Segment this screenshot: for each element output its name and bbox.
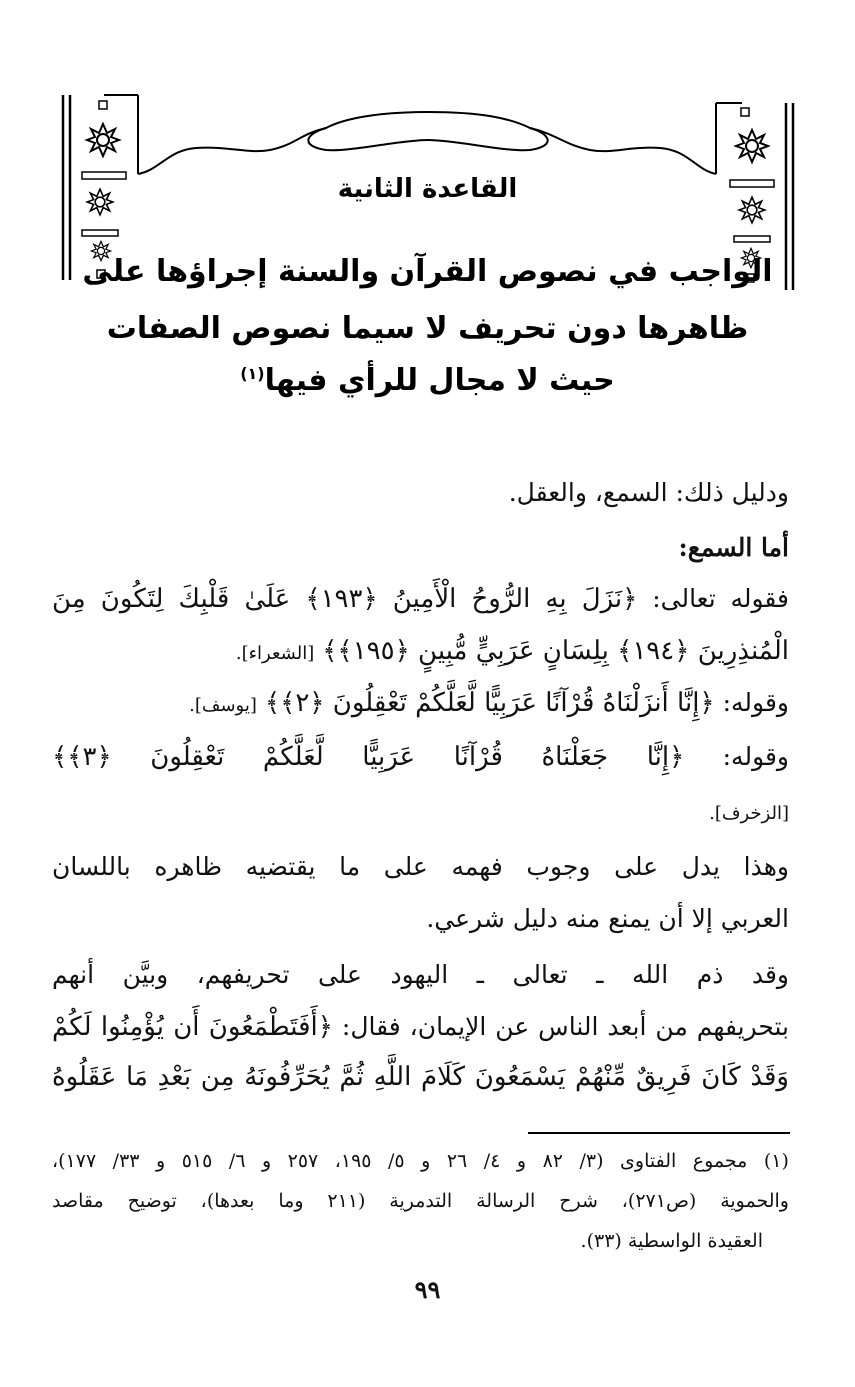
footnote-marker: (١) xyxy=(240,364,265,383)
evidence-intro: ودليل ذلك: السمع، والعقل. xyxy=(508,478,789,507)
section-heading-sam: أما السمع: xyxy=(678,533,789,562)
verse-2-text: ﴿إِنَّا أَنزَلْنَاهُ قُرْآنًا عَرَبِيًّا لَّعَلَّكُمْ تَعْقِلُونَ ﴿٢﴾﴾ xyxy=(264,688,715,718)
footnote-separator xyxy=(528,1132,790,1134)
verse-1-part-2: الْمُنذِرِينَ ﴿١٩٤﴾ بِلِسَانٍ عَرَبِيٍّ مُّبِينٍ ﴿١٩٥﴾﴾ xyxy=(322,636,789,666)
rule-statement-line-3 xyxy=(0,363,855,398)
footnote-line-3: العقيدة الواسطية (٣٣). xyxy=(580,1230,763,1252)
paragraph-2-verse-start: ﴿أَفَتَطْمَعُونَ أَن يُؤْمِنُوا لَكُمْ xyxy=(52,1012,333,1042)
footnote-line-2: والحموية (ص٢٧١)، شرح الرسالة التدمرية (٢١١ وما بعدها)، توضيح مقاصد xyxy=(52,1190,789,1212)
rule-statement-line-2: ظاهرها دون تحريف لا سيما نصوص الصفات xyxy=(106,311,749,346)
paragraph-2-line-3: وَقَدْ كَانَ فَرِيقٌ مِّنْهُمْ يَسْمَعُونَ كَلَامَ اللَّهِ ثُمَّ يُحَرِّفُونَهُ مِن بَعْدِ مَا عَقَلُوهُ xyxy=(52,1062,789,1092)
verse-2-reference: [يوسف]. xyxy=(189,695,257,716)
rule-statement-line-1: الواجب في نصوص القرآن والسنة إجراؤها على xyxy=(82,254,773,289)
verse-1-line-1 xyxy=(52,584,789,614)
footnote-line-1: (١) مجموع الفتاوى (٣/ ٨٢ و ٤/ ٢٦ و ٥/ ١٩٥، ٢٥٧ و ٦/ ٥١٥ و ٣٣/ ١٧٧)، xyxy=(52,1150,789,1172)
paragraph-2-line-2 xyxy=(52,1012,789,1042)
verse-3-line xyxy=(52,742,789,772)
paragraph-2-text: بتحريفهم من أبعد الناس عن الإيمان، فقال: xyxy=(341,1012,789,1041)
page-number: ٩٩ xyxy=(414,1275,441,1304)
rule-title: القاعدة الثانية xyxy=(337,174,518,204)
paragraph-1-line-2: العربي إلا أن يمنع منه دليل شرعي. xyxy=(426,904,789,933)
rule-statement-line-3-text: حيث لا مجال للرأي فيها xyxy=(264,363,615,398)
verse-2-lead: وقوله: xyxy=(722,688,789,717)
verse-3-reference: [الزخرف]. xyxy=(709,803,789,824)
paragraph-1-line-1: وهذا يدل على وجوب فهمه على ما يقتضيه ظاهره باللسان xyxy=(52,852,789,881)
verse-3-lead: وقوله: xyxy=(722,742,790,771)
verse-1-line-2 xyxy=(236,636,789,666)
verse-1-part-1: ﴿نَزَلَ بِهِ الرُّوحُ الْأَمِينُ ﴿١٩٣﴾ عَلَىٰ قَلْبِكَ لِتَكُونَ مِنَ xyxy=(52,584,638,614)
verse-1-lead: فقوله تعالى: xyxy=(652,584,790,613)
paragraph-2-line-1: وقد ذم الله ـ تعالى ـ اليهود على تحريفهم، وبيَّن أنهم xyxy=(52,960,789,989)
verse-3-text: ﴿إِنَّا جَعَلْنَاهُ قُرْآنًا عَرَبِيًّا لَّعَلَّكُمْ تَعْقِلُونَ ﴿٣﴾﴾ xyxy=(52,742,685,772)
verse-2-line xyxy=(189,688,789,718)
verse-1-reference: [الشعراء]. xyxy=(235,643,315,664)
